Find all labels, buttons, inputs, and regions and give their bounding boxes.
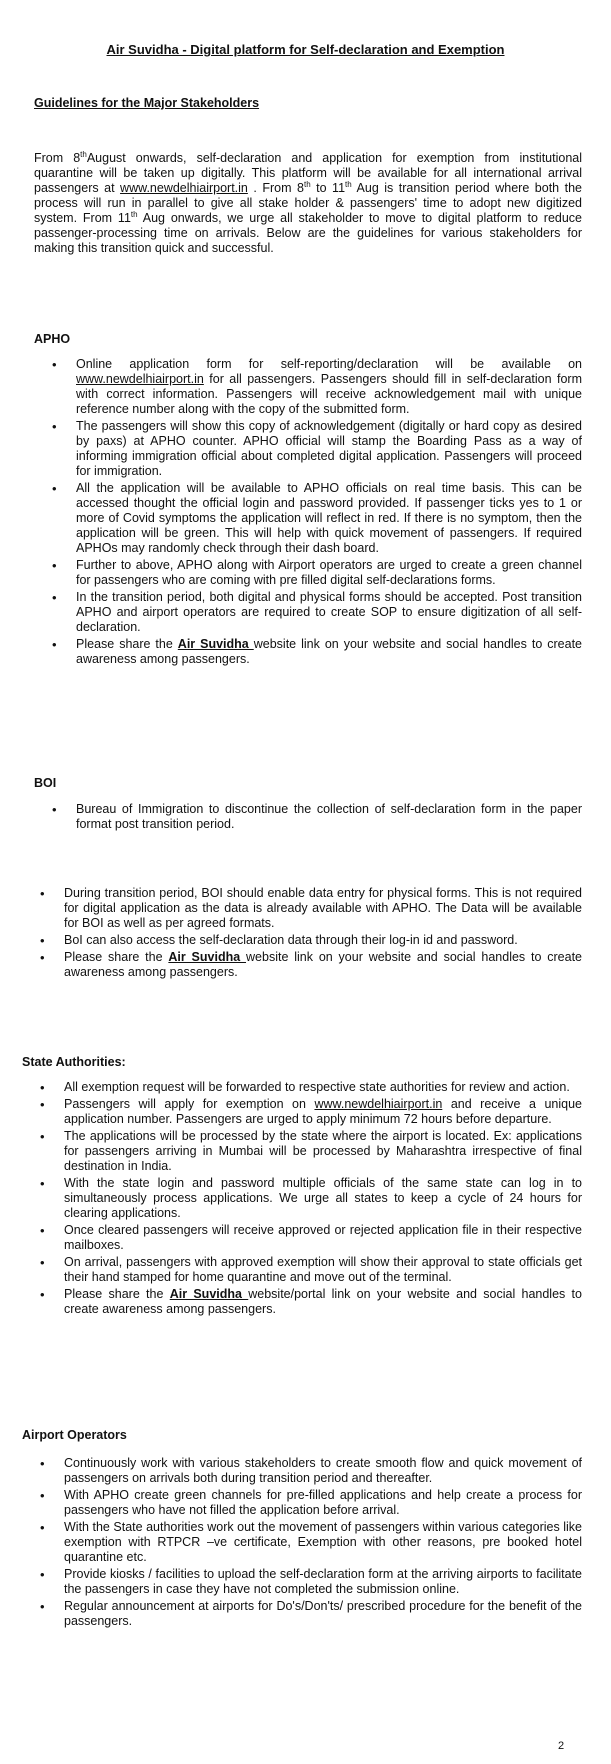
boi-list-1 xyxy=(76,802,582,834)
state-list xyxy=(64,1080,582,1319)
intro-paragraph: From 8thAugust onwards, self-declaration and application for exemption from institutional quarantine will be taken up digitally. This platform will be available for all international arrival passengers at www.newdelhiairport.in . From 8th to 11th Aug is transition period where both the process will run in parallel to give all stake holder & passengers' time to adopt new digitized system. From 11th Aug onwards, we urge all stakeholder to move to digital platform to reduce passenger-processing time on arrivals. Below are the guidelines for various stakeholders for making this transition quick and successful. xyxy=(34,149,583,255)
list-item: • Further to above, APHO along with Airport operators are urged to create a green channel for passengers who are coming with pre filled digital self-declarations forms. xyxy=(76,558,582,588)
apho-heading: APHO xyxy=(34,332,71,346)
airport-list xyxy=(64,1456,582,1631)
air-suvidha-link[interactable]: Air Suvidha xyxy=(177,637,254,651)
list-item: • On arrival, passengers with approved exemption will show their approval to state officials get their hand stamped for home quarantine and move out of the terminal. xyxy=(64,1255,582,1285)
airport-operators-heading: Airport Operators xyxy=(22,1428,127,1442)
list-item: • Continuously work with various stakeholders to create smooth flow and quick movement of passengers on arrivals both during transition period and thereafter. xyxy=(64,1456,582,1486)
page-number: 2 xyxy=(558,1740,565,1752)
newdelhiairport-link[interactable]: www.newdelhiairport.in xyxy=(120,181,248,195)
document-subtitle: Guidelines for the Major Stakeholders xyxy=(34,96,260,110)
list-item: • Regular announcement at airports for Do's/Don'ts/ prescribed procedure for the benefit of the passengers. xyxy=(64,1599,582,1629)
list-item: • The applications will be processed by the state where the airport is located. Ex: applications for passengers arriving in Mumbai will be processed by Maharashtra irrespective of final destination in India. xyxy=(64,1129,582,1174)
newdelhiairport-link[interactable]: www.newdelhiairport.in xyxy=(314,1097,443,1111)
list-item: • All the application will be available to APHO officials on real time basis. This can be accessed thought the official login and password provided. If passenger ticks yes to 1 or more of Covid symptoms the application will reflect in red. If there is no symptom, then the application will be green. This will help with quick movement of passengers. If required APHOs may randomly check through their dash board. xyxy=(76,481,582,556)
list-item: • Bureau of Immigration to discontinue the collection of self-declaration form in the paper format post transition period. xyxy=(76,802,582,832)
list-item: • In the transition period, both digital and physical forms should be accepted. Post transition APHO and airport operators are required to create SOP to ensure digitization of all self-declaration. xyxy=(76,590,582,635)
list-item: • Please share the Air Suvidha website link on your website and social handles to create awareness among passengers. xyxy=(76,637,582,667)
air-suvidha-link[interactable]: Air Suvidha xyxy=(168,950,247,964)
apho-list xyxy=(76,357,582,669)
boi-list-2 xyxy=(64,886,582,982)
state-authorities-heading: State Authorities: xyxy=(22,1055,126,1069)
list-item: • Please share the Air Suvidha website link on your website and social handles to create awareness among passengers. xyxy=(64,950,582,980)
list-item: • With APHO create green channels for pre-filled applications and help create a process for passengers who have not filled the application before arrival. xyxy=(64,1488,582,1518)
list-item: • Online application form for self-reporting/declaration will be available on www.newdelhiairport.in for all passengers. Passengers should fill in self-declaration form with correct information. Passengers will receive acknowledgement mail with unique reference number along with the copy of the submitted form. xyxy=(76,357,582,417)
newdelhiairport-link[interactable]: www.newdelhiairport.in xyxy=(76,372,204,386)
boi-heading: BOI xyxy=(34,776,57,790)
list-item: • BoI can also access the self-declaration data through their log-in id and password. xyxy=(64,933,582,948)
list-item: • With the State authorities work out the movement of passengers within various categories like exemption with RTPCR –ve certificate, Exemption with other reasons, pre booked hotel quarantine etc. xyxy=(64,1520,582,1565)
list-item: • All exemption request will be forwarded to respective state authorities for review and action. xyxy=(64,1080,582,1095)
list-item: • Once cleared passengers will receive approved or rejected application file in their respective mailboxes. xyxy=(64,1223,582,1253)
air-suvidha-link[interactable]: Air Suvidha xyxy=(169,1287,249,1301)
list-item: • Provide kiosks / facilities to upload the self-declaration form at the arriving airports to facilitate the passengers in case they have not completed the submission online. xyxy=(64,1567,582,1597)
list-item: • The passengers will show this copy of acknowledgement (digitally or hard copy as desired by paxs) at APHO counter. APHO official will stamp the Boarding Pass as a way of informing immigration official about completed digital application. Passengers will proceed for immigration. xyxy=(76,419,582,479)
document-title: Air Suvidha - Digital platform for Self-declaration and Exemption xyxy=(106,42,505,57)
list-item: • Please share the Air Suvidha website/portal link on your website and social handles to create awareness among passengers. xyxy=(64,1287,582,1317)
list-item: • Passengers will apply for exemption on www.newdelhiairport.in and receive a unique application number. Passengers are urged to apply minimum 72 hours before departure. xyxy=(64,1097,582,1127)
list-item: • During transition period, BOI should enable data entry for physical forms. This is not required for digital application as the data is already available with APHO. The Data will be available for BOI as well as per agreed formats. xyxy=(64,886,582,931)
list-item: • With the state login and password multiple officials of the same state can log in to simultaneously process applications. We urge all states to keep a cycle of 24 hours for clearing applications. xyxy=(64,1176,582,1221)
